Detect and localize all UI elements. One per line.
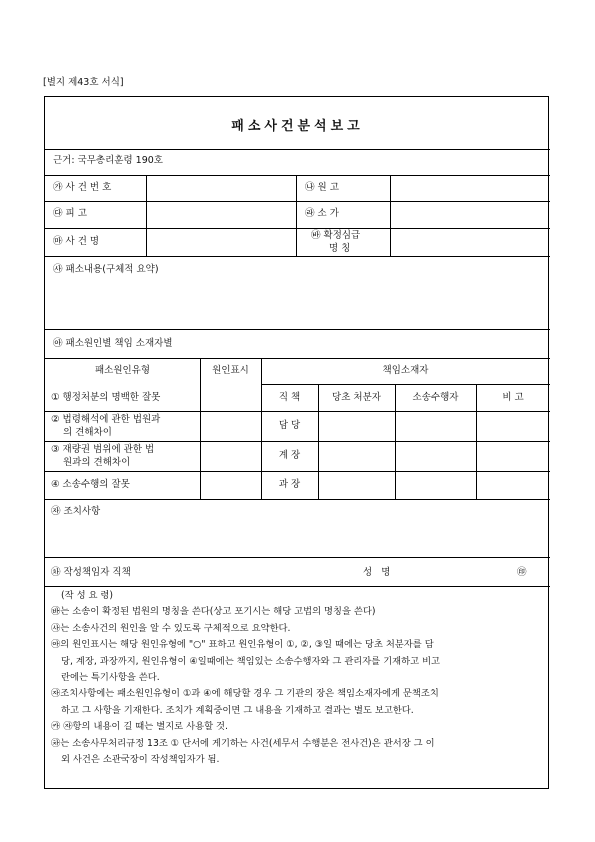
- cause-type-2: ② 법령해석에 관한 법원과: [51, 414, 161, 425]
- divider: [45, 228, 550, 229]
- author-position-label: ㉷ 작성책임자 직책: [51, 567, 131, 578]
- cause-type-3-cont: 원과의 견해차이: [63, 457, 131, 468]
- guide-item: ㉷는 소송사무처리규정 13조 ① 단서에 게기하는 사건(세무서 수행분은 전사건)은 관서장 그 이: [51, 737, 435, 749]
- report-form: [44, 96, 549, 789]
- divider: [45, 329, 550, 330]
- cause-section-label: ㉵ 패소원인별 책임 소재자별: [53, 338, 173, 349]
- writing-guide: [51, 588, 543, 768]
- guide-item: ㉸ ㉶항의 내용이 길 때는 별지로 사용할 것.: [51, 721, 228, 733]
- divider: [45, 586, 550, 587]
- divider: [45, 358, 550, 359]
- role-director: 과 장: [278, 479, 301, 490]
- final-court-label: ㉳ 확정심급: [311, 230, 361, 241]
- author-name-label: 성 명: [363, 567, 391, 578]
- divider: [45, 557, 550, 558]
- divider: [45, 411, 550, 412]
- divider: [390, 175, 391, 256]
- action-label: ㉶ 조치사항: [51, 506, 101, 517]
- divider: [146, 175, 147, 256]
- case-number-label: ㉮ 사 건 번 호: [53, 182, 112, 193]
- remarks-header: 비 고: [502, 392, 524, 403]
- cause-type-4: ④ 소송수행의 잘못: [51, 479, 130, 490]
- cause-mark-header: 원인표시: [212, 365, 249, 376]
- divider: [45, 149, 550, 150]
- divider: [45, 499, 550, 500]
- guide-item: 외 사건은 소관국장이 작성책임자가 됨.: [61, 754, 220, 766]
- guide-item: ㉵의 원인표시는 해당 원인유형에 "○" 표하고 원인유형이 ①, ②, ③일 때에는 당초 처분자를 담: [51, 639, 434, 651]
- initial-officer-header: 당초 처분자: [332, 392, 381, 403]
- divider: [200, 358, 201, 499]
- cause-type-1: ① 행정처분의 명백한 잘못: [51, 392, 161, 403]
- divider: [45, 201, 550, 202]
- cause-type-3: ③ 재량권 범위에 관한 법: [51, 444, 155, 455]
- role-staff: 담 당: [278, 420, 301, 431]
- divider: [45, 441, 550, 442]
- cause-type-header: 패소원인유형: [94, 365, 151, 376]
- divider: [45, 471, 550, 472]
- loss-summary-label: ㉴ 패소내용(구체적 요약): [53, 264, 159, 275]
- claim-amount-label: ㉱ 소 가: [305, 208, 339, 219]
- form-title: 패소사건분석보고: [231, 119, 364, 134]
- defendant-label: ㉰ 피 고: [53, 208, 87, 219]
- seal-mark: ㊞: [517, 567, 527, 578]
- basis-text: 근거: 국무총리훈령 190호: [53, 155, 163, 166]
- form-number-label: [별지 제43호 서식]: [43, 77, 124, 88]
- guide-item: ㉳는 소송이 확정된 법원의 명칭을 쓴다(상고 포기시는 해당 고법의 명칭을 쓴다): [51, 606, 376, 618]
- guide-item: 당, 계장, 과장까지, 원인유형이 ④일때에는 책임있는 소송수행자와 그 관리자를 기재하고 비고: [61, 655, 441, 667]
- divider: [261, 384, 550, 385]
- guide-item: ㉶조치사항에는 패소원인유형이 ①과 ④에 해당할 경우 그 기관의 장은 책임소재자에게 문책조치: [51, 688, 439, 700]
- plaintiff-label: ㉯ 원 고: [305, 182, 339, 193]
- case-name-label: ㉲ 사 건 명: [53, 236, 100, 247]
- guide-item: ㉴는 소송사건의 원인을 알 수 있도록 구체적으로 요약한다.: [51, 622, 291, 634]
- cause-type-2-cont: 의 견해차이: [63, 427, 112, 438]
- divider: [45, 256, 550, 257]
- divider: [296, 175, 297, 256]
- responsible-header: 책임소재자: [382, 365, 429, 376]
- final-court-label-2: 명 칭: [329, 243, 351, 254]
- guide-item: 란에는 특기사항을 쓴다.: [61, 672, 160, 684]
- guide-heading: (작 성 요 령): [61, 590, 114, 601]
- position-header: 직 책: [278, 392, 301, 403]
- role-chief: 계 장: [278, 450, 301, 461]
- divider: [45, 175, 550, 176]
- guide-item: 하고 그 사항을 기재한다. 조치가 계획중이면 그 내용을 기재하고 결과는 별도 보고한다.: [61, 704, 414, 716]
- litigant-header: 소송수행자: [412, 392, 459, 403]
